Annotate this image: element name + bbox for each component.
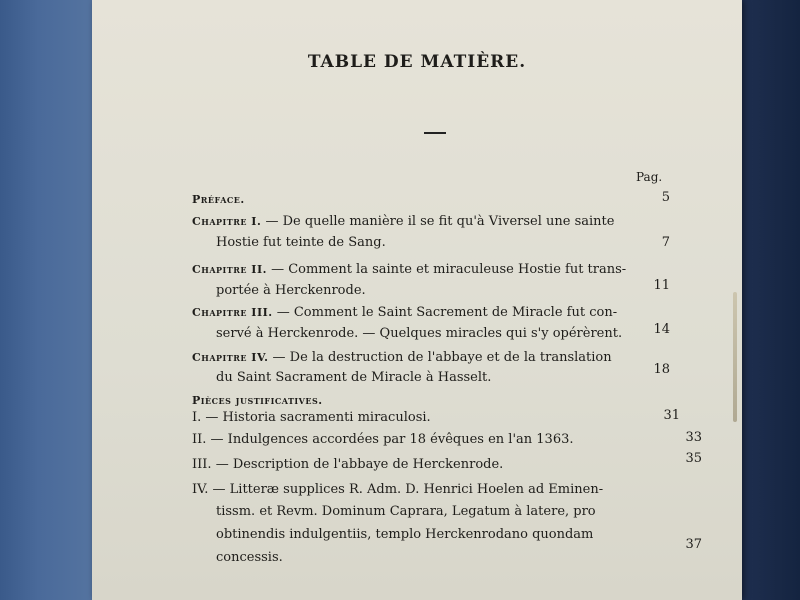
toc-entry-chapter-4: [192, 350, 612, 365]
toc-entry-piece-2: [192, 432, 574, 447]
entry-label: IV.: [192, 482, 209, 497]
entry-page: 11: [653, 278, 670, 293]
toc-entry-chapter-1: [192, 214, 614, 229]
entry-label: II.: [192, 432, 207, 447]
entry-page: 5: [661, 190, 670, 205]
toc-entry-chapter-2: [192, 262, 626, 277]
entry-text: — Indulgences accordées par 18 évêques en l'an 1363.: [210, 432, 574, 447]
entry-page: 35: [685, 451, 702, 466]
entry-text-continued: Hostie fut teinte de Sang.: [216, 235, 386, 250]
document-page: [92, 0, 742, 600]
entry-page: 18: [653, 362, 670, 377]
toc-entry-piece-4: [192, 482, 603, 497]
toc-entry-piece-3: [192, 457, 503, 472]
entry-text-continued: tissm. et Revm. Dominum Caprara, Legatum à latere, pro: [216, 504, 596, 519]
page-title: TABLE DE MATIÈRE.: [307, 52, 527, 72]
entry-label: Chapitre IV.: [192, 351, 269, 364]
entry-label: Chapitre III.: [192, 306, 273, 319]
toc-entry-preface: [192, 192, 245, 207]
toc-entry-piece-1: [192, 410, 431, 425]
entry-text: — Historia sacramenti miraculosi.: [205, 410, 431, 425]
entry-page: 7: [661, 235, 670, 250]
entry-label: III.: [192, 457, 212, 472]
binding-thread: [733, 292, 737, 422]
entry-text-continued: du Saint Sacrament de Miracle à Hasselt.: [216, 370, 492, 385]
title-divider: [424, 132, 446, 134]
entry-text: — De quelle manière il se fit qu'à Viversel une sainte: [265, 214, 615, 229]
entry-text-continued: servé à Herckenrode. — Quelques miracles qui s'y opérèrent.: [216, 326, 623, 341]
background-left: [0, 0, 96, 600]
entry-page: 37: [685, 537, 702, 552]
entry-label: Préface.: [192, 193, 245, 206]
entry-text: — Description de l'abbaye de Herckenrode.: [215, 457, 504, 472]
entry-label: I.: [192, 410, 202, 425]
entry-page: 33: [685, 430, 702, 445]
entry-page: 14: [653, 322, 670, 337]
entry-label: Chapitre II.: [192, 263, 267, 276]
page-column-label: Pag.: [636, 170, 663, 184]
toc-entry-chapter-3: [192, 305, 617, 320]
background-right: [740, 0, 800, 600]
toc-section-pieces: [192, 393, 323, 408]
entry-text: — Comment le Saint Sacrement de Miracle fut con-: [276, 305, 618, 320]
entry-label: Chapitre I.: [192, 215, 262, 228]
entry-text-continued: portée à Herckenrode.: [216, 283, 366, 298]
entry-text-continued: concessis.: [216, 550, 283, 565]
section-label: Pièces justificatives.: [192, 394, 323, 407]
entry-page: 31: [663, 408, 680, 423]
entry-text: — Litteræ supplices R. Adm. D. Henrici Hoelen ad Eminen-: [212, 482, 604, 497]
entry-text-continued: obtinendis indulgentiis, templo Herckenrodano quondam: [216, 527, 594, 542]
entry-text: — De la destruction de l'abbaye et de la translation: [272, 350, 612, 365]
entry-text: — Comment la sainte et miraculeuse Hostie fut trans-: [271, 262, 627, 277]
